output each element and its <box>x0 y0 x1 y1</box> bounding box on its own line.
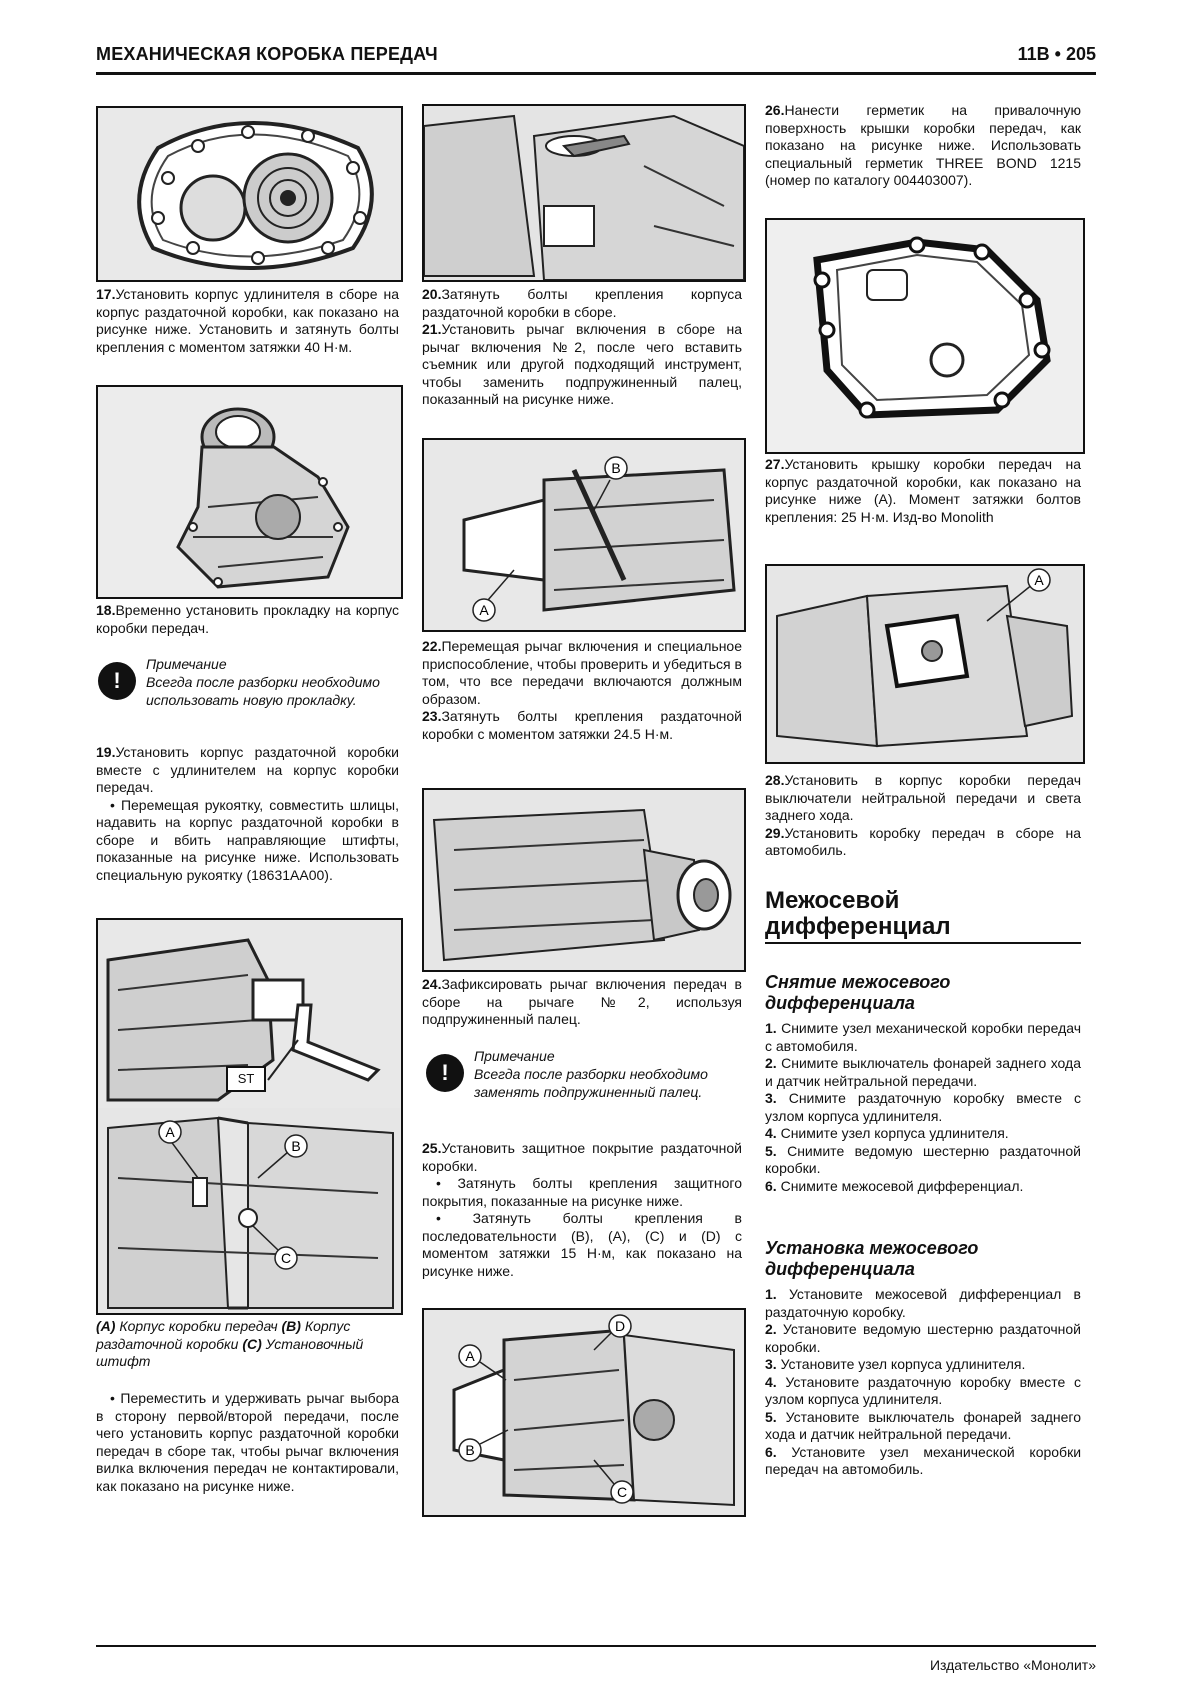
cover-sealant-drawing <box>767 220 1083 452</box>
step-text: Установить корпус раздаточной коробки вместе с удлинителем на корпус коробки передач. <box>96 744 399 795</box>
publisher: Издательство «Монолит» <box>929 1657 1096 1673</box>
note-text: Всегда после разборки необходимо заменять подпружиненный палец. <box>474 1066 708 1100</box>
step-number: 19. <box>96 744 116 760</box>
step-17 <box>96 286 399 356</box>
item-number: 4. <box>765 1373 777 1390</box>
step-number: 20. <box>422 286 442 302</box>
locating-pins-drawing <box>98 1108 401 1313</box>
page-number: 11В • 205 <box>1017 44 1096 64</box>
figure-transmission <box>422 788 746 972</box>
figure-shift-lever <box>422 104 746 282</box>
step-24 <box>422 976 742 1029</box>
removal-steps <box>765 1020 1081 1195</box>
item-number: 5. <box>765 1142 777 1159</box>
figure-caption <box>96 1318 399 1371</box>
step-number: 23. <box>422 708 442 724</box>
item-number: 3. <box>765 1356 777 1372</box>
item-number: 3. <box>765 1090 777 1106</box>
removal-title <box>765 972 1081 1014</box>
step-number: 26. <box>765 102 785 118</box>
list-item <box>765 1409 1081 1444</box>
item-number: 4. <box>765 1125 777 1141</box>
figure-cover-sealant <box>765 218 1085 454</box>
fig-label-a: A <box>465 1348 475 1364</box>
bullet-select-lever <box>96 1390 399 1495</box>
step-25 <box>422 1140 742 1280</box>
steps-22-23 <box>422 638 742 743</box>
item-number: 6. <box>765 1177 777 1194</box>
list-item <box>765 1374 1081 1409</box>
fig-label-d: D <box>614 1318 626 1334</box>
step-number: 22. <box>422 638 442 654</box>
step-text: Установить крышку коробки передач на корпус раздаточной коробки, как показано на рисунке ниже (А). Момент затяжки болтов крепления: 25 Н·м. Изд-во Monolith <box>765 456 1081 525</box>
figure-housing-gasket <box>96 106 403 282</box>
step-number: 29. <box>765 824 785 841</box>
step-text: Установить корпус удлинителя в сборе на корпус раздаточной коробки, как показано на рисунке ниже. Установить и затянуть болты крепления с моментом затяжки 40 Н·м. <box>96 286 399 355</box>
step-text: Временно установить прокладку на корпус коробки передач. <box>96 602 399 636</box>
fig-label-b: B <box>465 1442 475 1458</box>
item-text: Установите ведомую шестерню раздаточной коробки. <box>765 1321 1081 1355</box>
list-item <box>765 1356 1081 1374</box>
shift-lever-drawing <box>424 106 744 280</box>
figure-lever-assembly <box>422 438 746 632</box>
figure-extension-housing <box>96 385 403 599</box>
item-number: 2. <box>765 1055 777 1071</box>
removal-title-line-2: дифференциала <box>765 993 915 1013</box>
item-text: Снимите раздаточную коробку вместе с узлом корпуса удлинителя. <box>765 1090 1081 1124</box>
caption-c-text: Установочный штифт <box>96 1335 364 1369</box>
fig-label-b: B <box>291 1138 301 1154</box>
figure-cover-installed <box>765 564 1085 764</box>
fig-label-a: A <box>479 602 489 618</box>
extension-housing-drawing <box>98 387 401 597</box>
item-number: 6. <box>765 1443 777 1460</box>
step-number: 18. <box>96 602 116 618</box>
fig-label-c: C <box>280 1250 292 1266</box>
note-text: Всегда после разборки необходимо использовать новую прокладку. <box>146 674 380 708</box>
step-number: 28. <box>765 772 785 788</box>
bullet-text: • Переместить и удерживать рычаг выбора в сторону первой/второй передачи, после чего установить корпус раздаточной коробки передач в сборе так, чтобы рычаг включения вилка включения передач не контактировали, как показано на рисунке ниже. <box>96 1390 399 1494</box>
step-18 <box>96 602 399 637</box>
step-number: 17. <box>96 286 116 302</box>
list-item <box>765 1286 1081 1321</box>
item-text: Установите узел механической коробки передач на автомобиль. <box>765 1443 1082 1477</box>
protective-cover-drawing <box>424 1310 744 1515</box>
step-27 <box>765 456 1081 526</box>
note-title: Примечание <box>146 656 227 672</box>
st-tool-label: ST <box>226 1066 266 1092</box>
caption-b-text: Корпус раздаточной коробки <box>96 1318 351 1352</box>
list-item <box>765 1178 1081 1196</box>
step-text: Установить защитное покрытие раздаточной коробки. <box>422 1140 742 1174</box>
step-number: 27. <box>765 456 785 472</box>
item-text: Установите межосевой дифференциал в раздаточную коробку. <box>765 1286 1081 1320</box>
step-text: Перемещая рычаг включения и специальное приспособление, чтобы проверить и убедиться в том, что все передачи включаются должным образом. <box>422 638 742 707</box>
step-text: Установить коробку передач в сборе на автомобиль. <box>765 824 1081 858</box>
warning-icon: ! <box>98 662 136 700</box>
fig-label-b: B <box>611 460 621 476</box>
install-title <box>765 1238 1081 1280</box>
section-title-line-2: дифференциал <box>765 913 951 940</box>
item-text: Установите узел корпуса удлинителя. <box>780 1356 1026 1372</box>
step-text: Зафиксировать рычаг включения передач в сборе на рычаге №2, используя подпружиненный палец. <box>422 976 742 1027</box>
figure-locating-pins <box>96 1108 403 1315</box>
item-number: 2. <box>765 1321 777 1337</box>
page-header <box>96 38 1096 75</box>
step-25-bullet-1: • Затянуть болты крепления защитного покрытия, показанные на рисунке ниже. <box>422 1175 742 1209</box>
steps-20-21 <box>422 286 742 409</box>
item-text: Снимите межосевой дифференциал. <box>780 1177 1024 1194</box>
section-title-line-1: Межосевой <box>765 887 900 914</box>
fig-label-a: A <box>165 1124 175 1140</box>
item-text: Снимите узел механической коробки передач с автомобиля. <box>765 1020 1082 1054</box>
list-item <box>765 1055 1081 1090</box>
cover-installed-drawing <box>767 566 1083 762</box>
step-19 <box>96 744 399 884</box>
caption-a-text: Корпус коробки передач <box>115 1318 282 1334</box>
step-text: Затянуть болты крепления корпуса раздаточной коробки в сборе. <box>422 286 742 320</box>
note-spring-pin <box>422 1048 742 1128</box>
list-item <box>765 1444 1081 1479</box>
section-title <box>765 888 1081 944</box>
list-item <box>765 1090 1081 1125</box>
install-steps <box>765 1286 1081 1479</box>
step-19-bullet: • Перемещая рукоятку, совместить шлицы, надавить на корпус раздаточной коробки в сборе и вбить направляющие штифты, показанные на рисунке ниже. Использовать специальную рукоятку (18631AA00). <box>96 796 399 883</box>
item-text: Установите раздаточную коробку вместе с узлом корпуса удлинителя. <box>765 1373 1082 1407</box>
housing-gasket-drawing <box>98 108 401 280</box>
figure-protective-cover <box>422 1308 746 1517</box>
step-25-bullet-2: • Затянуть болты крепления в последовательности (В), (А), (С) и (D) с моментом затяжки 15 Н·м, как показано на рисунке ниже. <box>422 1210 742 1279</box>
list-item <box>765 1321 1081 1356</box>
list-item <box>765 1125 1081 1143</box>
step-text: Установить рычаг включения в сборе на рычаг включения №2, после чего вставить съемник или другой подходящий инструмент, чтобы заменить подпружиненный палец, показанный на рисунке ниже. <box>422 321 742 407</box>
caption-b: (B) <box>281 1318 301 1334</box>
item-text: Снимите ведомую шестерню раздаточной коробки. <box>765 1142 1081 1176</box>
caption-a: (A) <box>96 1318 116 1334</box>
fig-label-c: C <box>616 1484 628 1500</box>
install-title-line-1: Установка межосевого <box>765 1238 979 1258</box>
step-text: Установить в корпус коробки передач выключатели нейтральной передачи и света заднего хода. <box>765 772 1081 823</box>
item-text: Установите выключатель фонарей заднего хода и датчик нейтральной передачи. <box>765 1408 1081 1442</box>
item-number: 5. <box>765 1408 777 1425</box>
item-number: 1. <box>765 1020 777 1036</box>
install-title-line-2: дифференциала <box>765 1259 915 1279</box>
figure-special-handle <box>96 918 403 1112</box>
fig-label-a: A <box>1034 572 1044 588</box>
page-footer <box>96 1645 1096 1673</box>
list-item <box>765 1020 1081 1055</box>
step-number: 25. <box>422 1140 442 1156</box>
note-title: Примечание <box>474 1048 555 1064</box>
transmission-drawing <box>424 790 744 970</box>
item-text: Снимите узел корпуса удлинителя. <box>780 1125 1009 1141</box>
warning-icon: ! <box>426 1054 464 1092</box>
list-item <box>765 1143 1081 1178</box>
caption-c: (C) <box>242 1335 262 1352</box>
lever-assembly-drawing <box>424 440 744 630</box>
item-text: Снимите выключатель фонарей заднего хода и датчик нейтральной передачи. <box>765 1055 1081 1089</box>
removal-title-line-1: Снятие межосевого <box>765 972 951 992</box>
steps-28-29 <box>765 772 1081 860</box>
step-text: Затянуть болты крепления раздаточной коробки с моментом затяжки 24.5 Н·м. <box>422 708 742 742</box>
running-title: МЕХАНИЧЕСКАЯ КОРОБКА ПЕРЕДАЧ <box>96 44 438 64</box>
step-text: Нанести герметик на привалочную поверхность крышки коробки передач, как показано на рисунке ниже. Использовать специальный герметик THREE BOND 1215 (номер по каталогу 004403007). <box>765 102 1081 188</box>
step-number: 21. <box>422 321 442 337</box>
note-new-gasket <box>96 656 399 736</box>
step-number: 24. <box>422 976 442 992</box>
step-26 <box>765 102 1081 190</box>
item-number: 1. <box>765 1286 777 1302</box>
